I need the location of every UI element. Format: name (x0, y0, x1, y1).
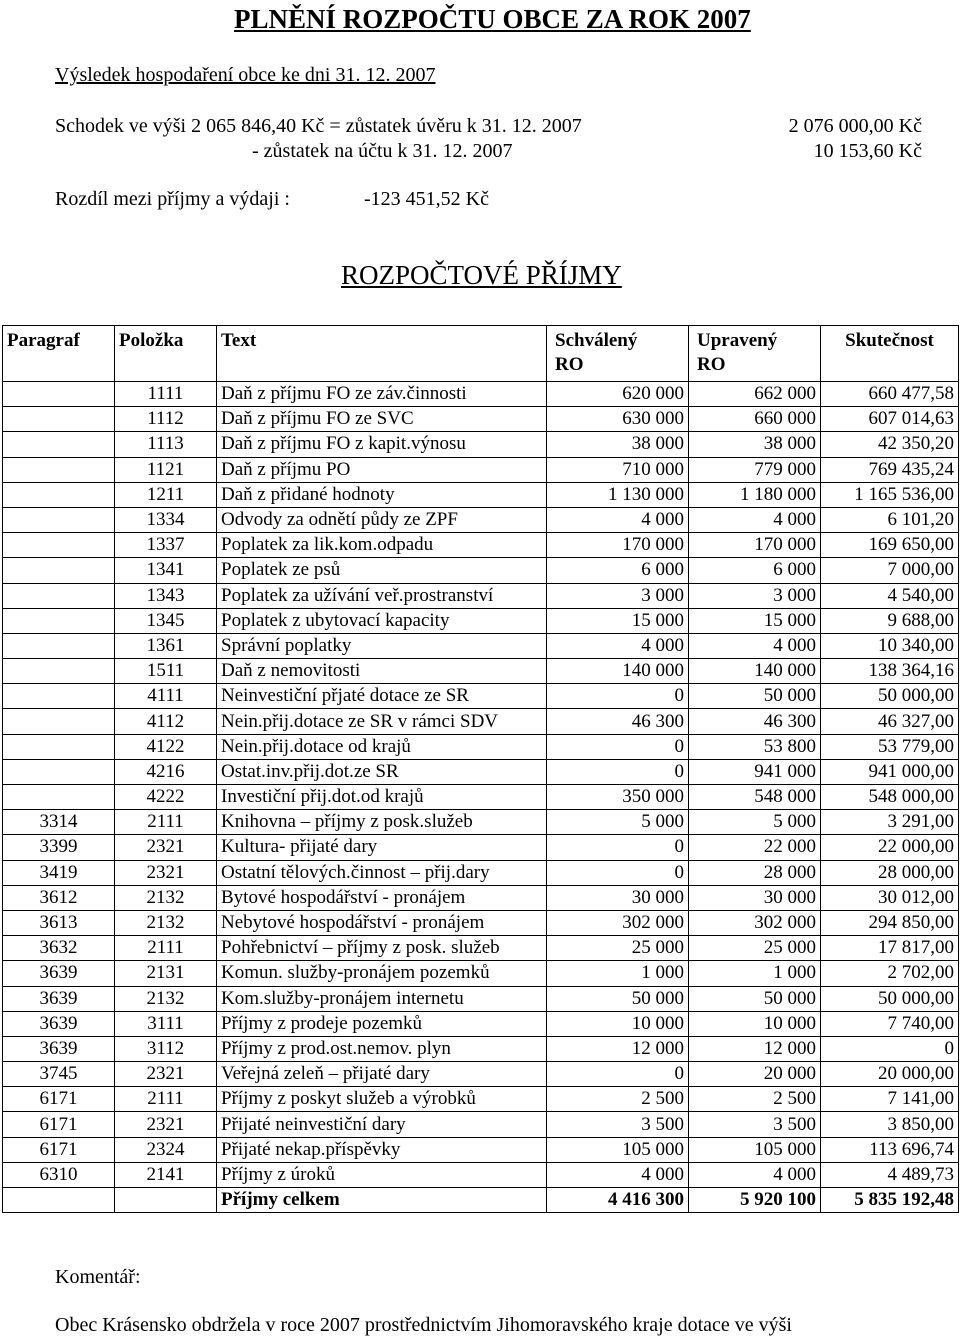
cell-text: Veřejná zeleň – přijaté dary (217, 1062, 547, 1087)
cell-paragraf: 3639 (3, 1011, 115, 1036)
cell-paragraf: 3419 (3, 860, 115, 885)
cell-paragraf (3, 1188, 115, 1213)
cell-text: Příjmy z poskyt služeb a výrobků (217, 1087, 547, 1112)
header-skutecnost: Skutečnost (821, 326, 959, 382)
cell-upraveny: 30 000 (689, 885, 821, 910)
cell-skutecnost: 3 291,00 (821, 810, 959, 835)
cell-text: Ostatní tělových.činnost – přij.dary (217, 860, 547, 885)
cell-upraveny: 170 000 (689, 533, 821, 558)
cell-polozka (115, 1188, 217, 1213)
cell-skutecnost: 548 000,00 (821, 785, 959, 810)
table-row (3, 432, 959, 457)
table-row (3, 1087, 959, 1112)
cell-polozka: 4222 (115, 785, 217, 810)
cell-skutecnost: 53 779,00 (821, 734, 959, 759)
cell-schvaleny: 38 000 (547, 432, 689, 457)
cell-upraveny: 28 000 (689, 860, 821, 885)
cell-skutecnost: 1 165 536,00 (821, 482, 959, 507)
cell-schvaleny: 0 (547, 835, 689, 860)
table-row (3, 457, 959, 482)
cell-paragraf: 3632 (3, 936, 115, 961)
cell-text: Knihovna – příjmy z posk.služeb (217, 810, 547, 835)
cell-polozka: 2141 (115, 1162, 217, 1187)
cell-schvaleny: 170 000 (547, 533, 689, 558)
cell-text: Daň z příjmu FO ze záv.činnosti (217, 382, 547, 407)
header-upraveny-label: Upravený RO (697, 330, 778, 375)
cell-upraveny: 3 000 (689, 583, 821, 608)
cell-skutecnost: 113 696,74 (821, 1137, 959, 1162)
table-row (3, 1036, 959, 1061)
cell-polozka: 2321 (115, 835, 217, 860)
cell-polozka: 1334 (115, 507, 217, 532)
cell-text: Příjmy z úroků (217, 1162, 547, 1187)
cell-upraveny: 2 500 (689, 1087, 821, 1112)
cell-text: Kom.služby-pronájem internetu (217, 986, 547, 1011)
cell-upraveny: 22 000 (689, 835, 821, 860)
total-skutecnost: 5 835 192,48 (821, 1188, 959, 1213)
cell-schvaleny: 620 000 (547, 382, 689, 407)
cell-skutecnost: 28 000,00 (821, 860, 959, 885)
cell-paragraf: 6171 (3, 1087, 115, 1112)
cell-polozka: 4216 (115, 759, 217, 784)
table-row (3, 659, 959, 684)
cell-schvaleny: 105 000 (547, 1137, 689, 1162)
cell-schvaleny: 4 000 (547, 633, 689, 658)
cell-polozka: 1345 (115, 608, 217, 633)
cell-polozka: 1112 (115, 407, 217, 432)
total-label: Příjmy celkem (217, 1188, 547, 1213)
cell-schvaleny: 350 000 (547, 785, 689, 810)
table-row (3, 936, 959, 961)
table-row (3, 633, 959, 658)
cell-upraveny: 38 000 (689, 432, 821, 457)
cell-upraveny: 4 000 (689, 633, 821, 658)
cell-text: Odvody za odnětí půdy ze ZPF (217, 507, 547, 532)
cell-polozka: 1211 (115, 482, 217, 507)
cell-text: Poplatek za užívání veř.prostranství (217, 583, 547, 608)
cell-schvaleny: 4 000 (547, 1162, 689, 1187)
cell-paragraf (3, 382, 115, 407)
difference-value: -123 451,52 Kč (364, 188, 489, 210)
header-polozka: Položka (115, 326, 217, 382)
cell-schvaleny: 710 000 (547, 457, 689, 482)
cell-skutecnost: 660 477,58 (821, 382, 959, 407)
cell-upraveny: 53 800 (689, 734, 821, 759)
table-row (3, 507, 959, 532)
cell-upraveny: 46 300 (689, 709, 821, 734)
cell-text: Ostat.inv.přij.dot.ze SR (217, 759, 547, 784)
cell-schvaleny: 46 300 (547, 709, 689, 734)
cell-polozka: 4111 (115, 684, 217, 709)
cell-text: Nein.přij.dotace od krajů (217, 734, 547, 759)
cell-text: Daň z příjmu FO z kapit.výnosu (217, 432, 547, 457)
cell-skutecnost: 6 101,20 (821, 507, 959, 532)
cell-skutecnost: 3 850,00 (821, 1112, 959, 1137)
cell-skutecnost: 17 817,00 (821, 936, 959, 961)
table-row (3, 533, 959, 558)
cell-upraveny: 1 000 (689, 961, 821, 986)
table-row (3, 608, 959, 633)
cell-schvaleny: 30 000 (547, 885, 689, 910)
cell-paragraf (3, 759, 115, 784)
cell-paragraf: 3399 (3, 835, 115, 860)
cell-upraveny: 12 000 (689, 1036, 821, 1061)
cell-schvaleny: 3 500 (547, 1112, 689, 1137)
deficit-label: Schodek ve výši 2 065 846,40 Kč = zůstatek úvěru k 31. 12. 2007 (55, 115, 582, 137)
cell-polozka: 1361 (115, 633, 217, 658)
cell-paragraf: 3314 (3, 810, 115, 835)
cell-upraveny: 5 000 (689, 810, 821, 835)
table-row (3, 759, 959, 784)
cell-paragraf (3, 583, 115, 608)
cell-paragraf (3, 608, 115, 633)
cell-paragraf (3, 709, 115, 734)
result-heading: Výsledek hospodaření obce ke dni 31. 12. 2007 (55, 64, 436, 86)
cell-paragraf (3, 407, 115, 432)
cell-polozka: 2324 (115, 1137, 217, 1162)
cell-paragraf: 3745 (3, 1062, 115, 1087)
header-paragraf: Paragraf (3, 326, 115, 382)
cell-schvaleny: 50 000 (547, 986, 689, 1011)
cell-text: Poplatek ze psů (217, 558, 547, 583)
cell-polozka: 2132 (115, 910, 217, 935)
header-text: Text (217, 326, 547, 382)
total-row (3, 1188, 959, 1213)
cell-upraveny: 660 000 (689, 407, 821, 432)
table-row (3, 785, 959, 810)
cell-skutecnost: 42 350,20 (821, 432, 959, 457)
table-row (3, 382, 959, 407)
cell-polozka: 2321 (115, 1062, 217, 1087)
table-row (3, 860, 959, 885)
cell-paragraf: 6171 (3, 1137, 115, 1162)
cell-polozka: 2132 (115, 885, 217, 910)
document-title: PLNĚNÍ ROZPOČTU OBCE ZA ROK 2007 (234, 4, 751, 34)
cell-paragraf (3, 785, 115, 810)
cell-polozka: 2131 (115, 961, 217, 986)
cell-polozka: 1343 (115, 583, 217, 608)
cell-polozka: 4112 (115, 709, 217, 734)
cell-schvaleny: 2 500 (547, 1087, 689, 1112)
cell-polozka: 2321 (115, 860, 217, 885)
cell-upraveny: 105 000 (689, 1137, 821, 1162)
cell-schvaleny: 10 000 (547, 1011, 689, 1036)
cell-skutecnost: 607 014,63 (821, 407, 959, 432)
table-row (3, 734, 959, 759)
cell-schvaleny: 0 (547, 1062, 689, 1087)
table-row (3, 1162, 959, 1187)
cell-polozka: 4122 (115, 734, 217, 759)
cell-text: Přijaté nekap.příspěvky (217, 1137, 547, 1162)
cell-text: Bytové hospodářství - pronájem (217, 885, 547, 910)
cell-upraveny: 15 000 (689, 608, 821, 633)
comment-text: Obec Krásensko obdržela v roce 2007 prostřednictvím Jihomoravského kraje dotace ve výši (55, 1314, 792, 1336)
cell-skutecnost: 7 141,00 (821, 1087, 959, 1112)
cell-text: Příjmy z prod.ost.nemov. plyn (217, 1036, 547, 1061)
header-schvaleny (547, 326, 689, 382)
cell-polozka: 1511 (115, 659, 217, 684)
cell-text: Kultura- přijaté dary (217, 835, 547, 860)
cell-skutecnost: 138 364,16 (821, 659, 959, 684)
table-row (3, 1062, 959, 1087)
cell-polozka: 2111 (115, 1087, 217, 1112)
cell-text: Správní poplatky (217, 633, 547, 658)
table-row (3, 1011, 959, 1036)
cell-upraveny: 548 000 (689, 785, 821, 810)
account-balance-value: 10 153,60 Kč (813, 140, 922, 162)
cell-skutecnost: 50 000,00 (821, 684, 959, 709)
cell-text: Daň z příjmu PO (217, 457, 547, 482)
table-row (3, 910, 959, 935)
cell-polozka: 3112 (115, 1036, 217, 1061)
cell-text: Investiční přij.dot.od krajů (217, 785, 547, 810)
cell-polozka: 1121 (115, 457, 217, 482)
cell-upraveny: 140 000 (689, 659, 821, 684)
cell-upraveny: 20 000 (689, 1062, 821, 1087)
cell-schvaleny: 0 (547, 684, 689, 709)
cell-paragraf: 6310 (3, 1162, 115, 1187)
cell-paragraf: 3639 (3, 986, 115, 1011)
table-row (3, 558, 959, 583)
cell-polozka: 2321 (115, 1112, 217, 1137)
cell-skutecnost: 769 435,24 (821, 457, 959, 482)
cell-paragraf (3, 533, 115, 558)
cell-skutecnost: 22 000,00 (821, 835, 959, 860)
table-row (3, 684, 959, 709)
cell-paragraf (3, 482, 115, 507)
cell-schvaleny: 630 000 (547, 407, 689, 432)
table-row (3, 709, 959, 734)
difference-label: Rozdíl mezi příjmy a výdaji : (55, 188, 290, 210)
cell-paragraf: 6171 (3, 1112, 115, 1137)
cell-polozka: 3111 (115, 1011, 217, 1036)
cell-skutecnost: 0 (821, 1036, 959, 1061)
cell-paragraf: 3639 (3, 961, 115, 986)
cell-upraveny: 10 000 (689, 1011, 821, 1036)
table-row (3, 583, 959, 608)
cell-schvaleny: 4 000 (547, 507, 689, 532)
loan-balance-value: 2 076 000,00 Kč (788, 115, 922, 137)
cell-schvaleny: 15 000 (547, 608, 689, 633)
total-schvaleny: 4 416 300 (547, 1188, 689, 1213)
table-row (3, 1137, 959, 1162)
cell-upraveny: 3 500 (689, 1112, 821, 1137)
cell-text: Daň z přidané hodnoty (217, 482, 547, 507)
cell-skutecnost: 9 688,00 (821, 608, 959, 633)
cell-text: Nebytové hospodářství - pronájem (217, 910, 547, 935)
comment-label: Komentář: (55, 1266, 141, 1288)
cell-upraveny: 941 000 (689, 759, 821, 784)
table-row (3, 835, 959, 860)
table-header-row (3, 326, 959, 382)
cell-paragraf (3, 457, 115, 482)
cell-schvaleny: 1 130 000 (547, 482, 689, 507)
cell-schvaleny: 1 000 (547, 961, 689, 986)
cell-text: Komun. služby-pronájem pozemků (217, 961, 547, 986)
header-schvaleny-label: Schválený RO (555, 330, 638, 375)
cell-paragraf (3, 684, 115, 709)
account-balance-label: - zůstatek na účtu k 31. 12. 2007 (252, 140, 513, 162)
cell-text: Pohřebnictví – příjmy z posk. služeb (217, 936, 547, 961)
cell-text: Příjmy z prodeje pozemků (217, 1011, 547, 1036)
cell-schvaleny: 12 000 (547, 1036, 689, 1061)
cell-polozka: 2132 (115, 986, 217, 1011)
table-row (3, 986, 959, 1011)
cell-upraveny: 50 000 (689, 684, 821, 709)
cell-polozka: 1341 (115, 558, 217, 583)
cell-schvaleny: 25 000 (547, 936, 689, 961)
cell-schvaleny: 3 000 (547, 583, 689, 608)
cell-paragraf (3, 432, 115, 457)
cell-upraveny: 302 000 (689, 910, 821, 935)
cell-paragraf: 3613 (3, 910, 115, 935)
table-row (3, 1112, 959, 1137)
cell-skutecnost: 50 000,00 (821, 986, 959, 1011)
cell-text: Poplatek za lik.kom.odpadu (217, 533, 547, 558)
cell-schvaleny: 6 000 (547, 558, 689, 583)
table-row (3, 961, 959, 986)
cell-paragraf (3, 558, 115, 583)
cell-polozka: 2111 (115, 936, 217, 961)
cell-paragraf: 3612 (3, 885, 115, 910)
cell-text: Daň z nemovitosti (217, 659, 547, 684)
cell-schvaleny: 302 000 (547, 910, 689, 935)
cell-upraveny: 50 000 (689, 986, 821, 1011)
cell-polozka: 2111 (115, 810, 217, 835)
cell-skutecnost: 169 650,00 (821, 533, 959, 558)
cell-schvaleny: 140 000 (547, 659, 689, 684)
cell-polozka: 1337 (115, 533, 217, 558)
cell-upraveny: 662 000 (689, 382, 821, 407)
cell-polozka: 1111 (115, 382, 217, 407)
cell-paragraf: 3639 (3, 1036, 115, 1061)
cell-upraveny: 6 000 (689, 558, 821, 583)
cell-text: Daň z příjmu FO ze SVC (217, 407, 547, 432)
cell-upraveny: 779 000 (689, 457, 821, 482)
total-upraveny: 5 920 100 (689, 1188, 821, 1213)
cell-polozka: 1113 (115, 432, 217, 457)
header-upraveny (689, 326, 821, 382)
table-row (3, 482, 959, 507)
cell-skutecnost: 20 000,00 (821, 1062, 959, 1087)
table-body (3, 382, 959, 1213)
cell-upraveny: 1 180 000 (689, 482, 821, 507)
table-row (3, 810, 959, 835)
cell-schvaleny: 0 (547, 759, 689, 784)
cell-schvaleny: 0 (547, 734, 689, 759)
cell-skutecnost: 4 489,73 (821, 1162, 959, 1187)
cell-skutecnost: 294 850,00 (821, 910, 959, 935)
cell-text: Přijaté neinvestiční dary (217, 1112, 547, 1137)
cell-text: Poplatek z ubytovací kapacity (217, 608, 547, 633)
cell-paragraf (3, 659, 115, 684)
cell-text: Nein.přij.dotace ze SR v rámci SDV (217, 709, 547, 734)
cell-paragraf (3, 507, 115, 532)
cell-schvaleny: 5 000 (547, 810, 689, 835)
cell-paragraf (3, 633, 115, 658)
cell-skutecnost: 7 740,00 (821, 1011, 959, 1036)
section-heading: ROZPOČTOVÉ PŘÍJMY (341, 260, 622, 290)
cell-upraveny: 25 000 (689, 936, 821, 961)
cell-upraveny: 4 000 (689, 1162, 821, 1187)
table-row (3, 885, 959, 910)
cell-skutecnost: 941 000,00 (821, 759, 959, 784)
cell-skutecnost: 46 327,00 (821, 709, 959, 734)
cell-paragraf (3, 734, 115, 759)
cell-skutecnost: 2 702,00 (821, 961, 959, 986)
cell-text: Neinvestiční přjaté dotace ze SR (217, 684, 547, 709)
cell-skutecnost: 10 340,00 (821, 633, 959, 658)
cell-skutecnost: 7 000,00 (821, 558, 959, 583)
table-row (3, 407, 959, 432)
cell-skutecnost: 30 012,00 (821, 885, 959, 910)
income-table (2, 325, 959, 1213)
cell-skutecnost: 4 540,00 (821, 583, 959, 608)
cell-schvaleny: 0 (547, 860, 689, 885)
cell-upraveny: 4 000 (689, 507, 821, 532)
